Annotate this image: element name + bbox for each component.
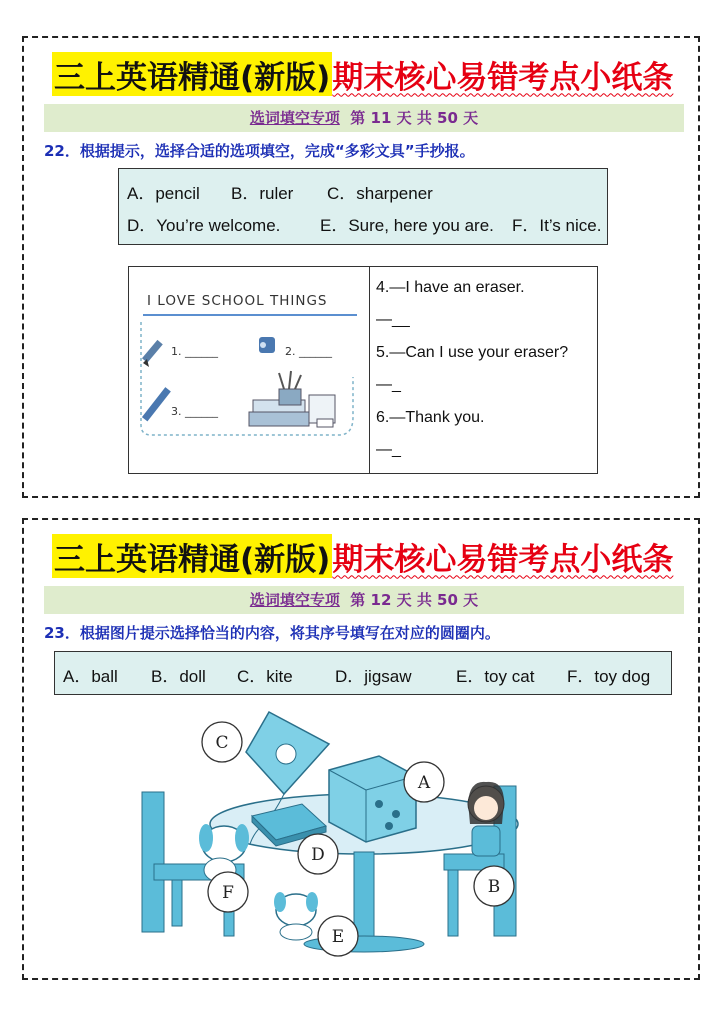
- option-e: E．toy cat: [456, 667, 535, 686]
- answer-circle-label: D: [311, 845, 325, 865]
- question-22: 22．根据提示，选择合适的选项填空，完成“多彩文具”手抄报。: [44, 142, 475, 160]
- answer-circle-label: E: [331, 927, 345, 947]
- note-card-day-11: [22, 36, 700, 498]
- blank-2: 2. ______: [285, 345, 332, 358]
- poster-panel: [129, 267, 370, 473]
- answer-line-5[interactable]: —_: [376, 376, 401, 393]
- option-b: B．ruler: [231, 184, 294, 203]
- title-highlighted: 三上英语精通(新版): [52, 52, 332, 96]
- answer-line-4[interactable]: —__: [376, 311, 410, 328]
- sharpener-icon: [259, 337, 275, 353]
- option-c: C．kite: [237, 667, 293, 686]
- title-highlighted: 三上英语精通(新版): [52, 534, 332, 578]
- option-d: D．jigsaw: [335, 667, 412, 686]
- toy-box-illustration: [329, 756, 416, 842]
- answer-circle-label: F: [222, 883, 234, 903]
- options-box: [118, 168, 608, 245]
- card-title: [52, 534, 673, 578]
- option-f: F．It’s nice.: [512, 216, 602, 235]
- answer-circle-label: A: [417, 773, 431, 793]
- option-e: E．Sure, here you are.: [320, 216, 494, 235]
- stationery-pile-icon: [249, 371, 335, 427]
- dialogue-line-6: 6.—Thank you.: [376, 409, 485, 426]
- blank-1: 1. ______: [171, 345, 218, 358]
- poster-title: I LOVE SCHOOL THINGS: [147, 293, 328, 309]
- option-d: D．You’re welcome.: [127, 216, 281, 235]
- dialogue-line-5: 5.—Can I use your eraser?: [376, 344, 569, 361]
- ruler-icon: [142, 387, 171, 421]
- toy-cat-illustration: [274, 892, 318, 940]
- answer-line-6[interactable]: —_: [376, 441, 401, 458]
- option-c: C．sharpener: [327, 184, 433, 203]
- option-b: B．doll: [151, 667, 206, 686]
- question-23: 23．根据图片提示选择恰当的内容，将其序号填写在对应的圆圈内。: [44, 624, 500, 642]
- pencil-icon: [142, 340, 163, 367]
- option-a: A．pencil: [127, 184, 200, 203]
- progress-label: 第 12 天 共 50 天: [350, 591, 479, 609]
- title-red: 期末核心易错考点小纸条: [332, 541, 674, 578]
- note-card-day-12: [22, 518, 700, 980]
- answer-circle-label: B: [487, 877, 501, 897]
- option-a: A．ball: [63, 667, 118, 686]
- topic-label: 选词填空专项: [249, 109, 340, 127]
- topic-label: 选词填空专项: [249, 591, 340, 609]
- title-red: 期末核心易错考点小纸条: [332, 59, 674, 96]
- answer-circle-label: C: [215, 733, 229, 753]
- progress-label: 第 11 天 共 50 天: [350, 109, 479, 127]
- dialogue-panel: [370, 267, 598, 473]
- school-things-illustration: [129, 267, 369, 473]
- options-box: [54, 651, 672, 695]
- option-f: F．toy dog: [567, 667, 651, 686]
- topic-band: [44, 104, 684, 132]
- poster-table: [128, 266, 598, 474]
- blank-3: 3. ______: [171, 405, 218, 418]
- doll-illustration: [468, 782, 504, 856]
- topic-band: [44, 586, 684, 614]
- card-title: [52, 52, 673, 96]
- toys-illustration: [24, 704, 702, 966]
- dialogue-line-4: 4.—I have an eraser.: [376, 279, 525, 296]
